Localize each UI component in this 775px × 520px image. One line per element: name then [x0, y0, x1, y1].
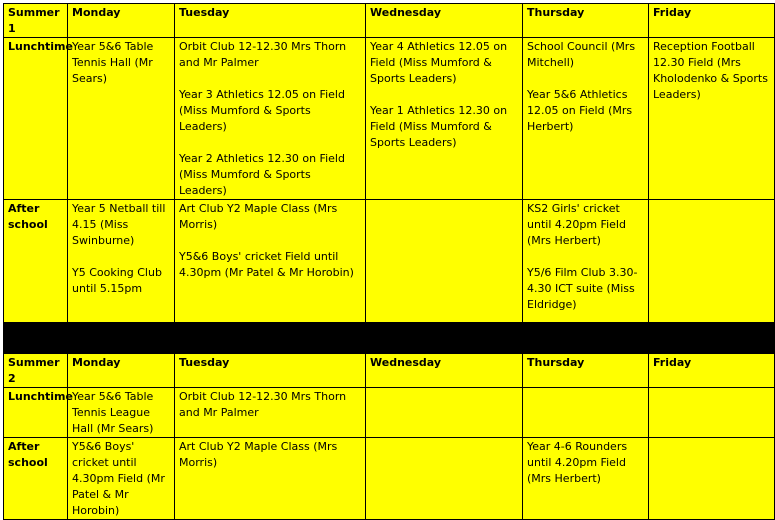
schedule-cell	[68, 388, 175, 438]
term-divider	[4, 323, 775, 354]
club-entry: Y5/6 Film Club 3.30-4.30 ICT suite (Miss Eldridge)	[527, 266, 638, 311]
schedule-cell	[649, 388, 775, 438]
day-header-wednesday: Wednesday	[366, 4, 523, 38]
term-label: Summer 2	[4, 354, 68, 388]
summer1-header-row	[4, 4, 775, 38]
row-label: After school	[4, 438, 68, 520]
club-entry: Art Club Y2 Maple Class (Mrs Morris)	[179, 440, 338, 469]
row-label: After school	[4, 200, 68, 323]
club-entry: Y5&6 Boys' cricket Field until 4.30pm (Mr Patel & Mr Horobin)	[179, 250, 354, 279]
day-header-tuesday: Tuesday	[175, 4, 366, 38]
club-entry: Y5 Cooking Club until 5.15pm	[72, 266, 162, 295]
club-entry: Orbit Club 12-12.30 Mrs Thorn and Mr Palmer	[179, 40, 347, 69]
club-entry: Year 4-6 Rounders until 4.20pm Field (Mrs Herbert)	[527, 440, 628, 485]
schedule-cell	[366, 388, 523, 438]
term-label: Summer 1	[4, 4, 68, 38]
club-entry: Year 5&6 Table Tennis League Hall (Mr Sears)	[72, 390, 154, 435]
row-label: Lunchtime	[4, 38, 68, 200]
club-entry: KS2 Girls' cricket until 4.20pm Field (Mrs Herbert)	[527, 202, 626, 247]
schedule-cell	[523, 38, 649, 200]
club-entry: Year 3 Athletics 12.05 on Field (Miss Mumford & Sports Leaders)	[179, 88, 345, 133]
day-header-friday: Friday	[649, 354, 775, 388]
day-header-tuesday: Tuesday	[175, 354, 366, 388]
schedule-cell	[649, 438, 775, 520]
summer1-lunchtime-row	[4, 38, 775, 200]
club-entry: Y5&6 Boys' cricket until 4.30pm Field (Mr Patel & Mr Horobin)	[72, 440, 165, 517]
club-entry: Year 5&6 Athletics 12.05 on Field (Mrs Herbert)	[527, 88, 633, 133]
club-entry: Year 4 Athletics 12.05 on Field (Miss Mumford & Sports Leaders)	[370, 40, 508, 85]
club-entry: Art Club Y2 Maple Class (Mrs Morris)	[179, 202, 338, 231]
club-entry: Orbit Club 12-12.30 Mrs Thorn and Mr Palmer	[179, 390, 347, 419]
schedule-cell	[366, 438, 523, 520]
schedule-cell	[175, 388, 366, 438]
club-entry: Year 2 Athletics 12.30 on Field (Miss Mumford & Sports Leaders)	[179, 152, 345, 197]
day-header-thursday: Thursday	[523, 4, 649, 38]
schedule-cell	[68, 200, 175, 323]
club-entry: School Council (Mrs Mitchell)	[527, 40, 636, 69]
schedule-cell	[523, 438, 649, 520]
schedule-cell	[68, 438, 175, 520]
schedule-cell	[523, 200, 649, 323]
club-entry: Reception Football 12.30 Field (Mrs Kholodenko & Sports Leaders)	[653, 40, 768, 101]
schedule-cell	[649, 200, 775, 323]
schedule-cell	[175, 38, 366, 200]
row-label: Lunchtime	[4, 388, 68, 438]
schedule-cell	[366, 200, 523, 323]
day-header-thursday: Thursday	[523, 354, 649, 388]
club-entry: Year 5&6 Table Tennis Hall (Mr Sears)	[72, 40, 154, 85]
summer1-afterschool-row	[4, 200, 775, 323]
day-header-wednesday: Wednesday	[366, 354, 523, 388]
clubs-timetable	[3, 3, 775, 520]
schedule-cell	[523, 388, 649, 438]
schedule-cell	[175, 200, 366, 323]
summer2-header-row	[4, 354, 775, 388]
day-header-friday: Friday	[649, 4, 775, 38]
summer2-afterschool-row	[4, 438, 775, 520]
schedule-cell	[366, 38, 523, 200]
day-header-monday: Monday	[68, 354, 175, 388]
schedule-cell	[649, 38, 775, 200]
day-header-monday: Monday	[68, 4, 175, 38]
schedule-cell	[175, 438, 366, 520]
club-entry: Year 1 Athletics 12.30 on Field (Miss Mumford & Sports Leaders)	[370, 104, 508, 149]
club-entry: Year 5 Netball till 4.15 (Miss Swinburne)	[72, 202, 166, 247]
schedule-cell	[68, 38, 175, 200]
divider-bar	[4, 323, 775, 354]
summer2-lunchtime-row	[4, 388, 775, 438]
